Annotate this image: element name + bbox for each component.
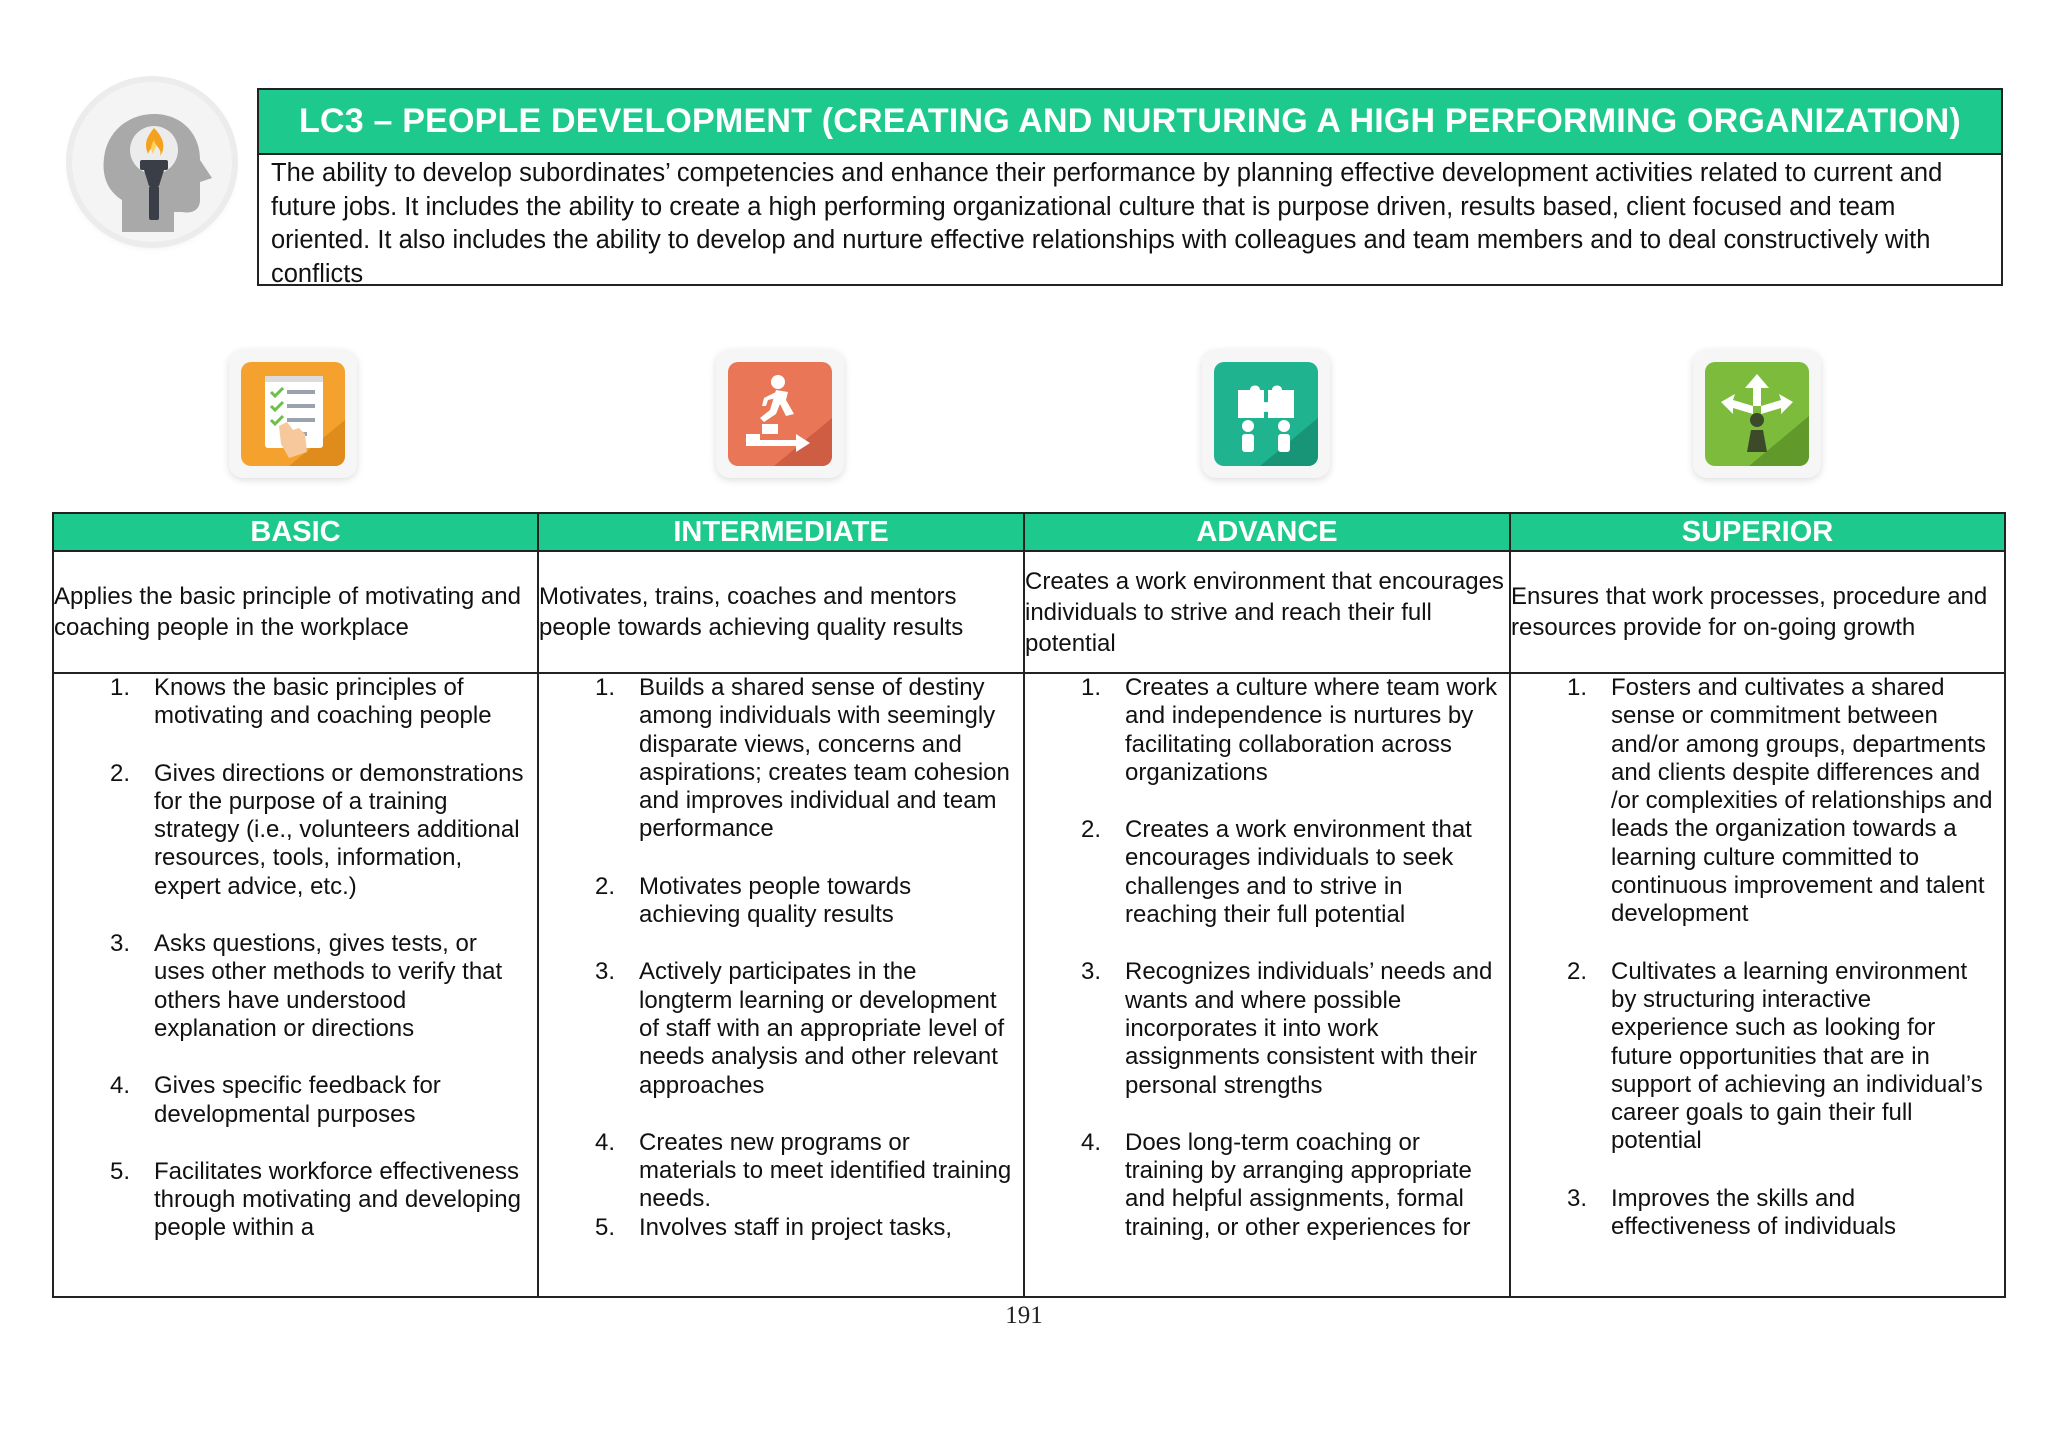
item-number: 3. — [1081, 958, 1102, 986]
behavior-list-advance — [1025, 674, 1509, 1242]
head-torch-icon — [72, 82, 232, 242]
item-text: Improves the skills and effectiveness of individuals — [1611, 1184, 1897, 1241]
item-number: 4. — [110, 1072, 131, 1100]
list-item — [54, 1158, 537, 1243]
list-item — [539, 1214, 1023, 1242]
levels-header-row — [53, 513, 2005, 551]
level-details-basic — [53, 673, 538, 1297]
level-heading-intermediate: INTERMEDIATE — [538, 513, 1024, 551]
item-text: Facilitates workforce effectiveness through motivating and developing people within a — [154, 1157, 521, 1242]
level-details-intermediate — [538, 673, 1024, 1297]
item-text: Builds a shared sense of destiny among individuals with seemingly disparate views, concerns and aspirations; creates team cohesion and improves individual and team performance — [639, 674, 1010, 843]
item-text: Gives directions or demonstrations for the purpose of a training strategy (i.e., volunteers additional resources, tools, information, expert advice, etc.) — [154, 759, 524, 900]
list-item — [1025, 816, 1509, 929]
item-text: Creates a culture where team work and independence is nurtures by facilitating collaboration across organizations — [1125, 674, 1498, 786]
level-summary-intermediate: Motivates, trains, coaches and mentors people towards achieving quality results — [538, 551, 1024, 673]
level-heading-advance: ADVANCE — [1024, 513, 1510, 551]
item-number: 3. — [595, 958, 616, 986]
item-number: 3. — [1567, 1184, 1588, 1212]
item-number: 1. — [1567, 674, 1588, 701]
item-text: Fosters and cultivates a shared sense or commitment between and/or among groups, departments and clients despite differences and /or complexities of relationships and leads the organization towards a learning culture committed to continuous improvement and talent development — [1611, 674, 1993, 928]
item-number: 4. — [595, 1128, 616, 1156]
levels-details-row — [53, 673, 2005, 1297]
crossroads-arrows-icon — [1703, 360, 1811, 468]
item-text: Creates a work environment that encourages individuals to seek challenges and to strive in reaching their full potential — [1125, 816, 1472, 929]
item-text: Does long-term coaching or training by arranging appropriate and helpful assignments, formal training, or other experiences for — [1125, 1128, 1472, 1241]
item-number: 5. — [110, 1157, 131, 1185]
item-number: 3. — [110, 930, 131, 958]
behavior-list-intermediate — [539, 674, 1023, 1242]
item-text: Asks questions, gives tests, or uses other methods to verify that others have understood explanation or directions — [154, 930, 503, 1042]
puzzle-team-icon — [1212, 360, 1320, 468]
item-text: Actively participates in the longterm learning or development of staff with an appropriate level of needs analysis and other relevant approaches — [639, 958, 1005, 1099]
item-text: Knows the basic principles of motivating and coaching people — [154, 674, 492, 730]
level-summary-superior: Ensures that work processes, procedure and resources provide for on-going growth — [1510, 551, 2005, 673]
list-item — [539, 873, 1023, 930]
level-heading-basic: BASIC — [53, 513, 538, 551]
list-item — [1025, 674, 1509, 787]
list-item — [1025, 958, 1509, 1099]
advance-level-icon — [1202, 350, 1330, 478]
item-number: 2. — [110, 759, 131, 787]
page-number: 191 — [1005, 1302, 1043, 1329]
competency-description: The ability to develop subordinates’ competencies and enhance their performance by planning effective development activities related to current and future jobs. It includes the ability to create a high performing organizational culture that is purpose driven, results based, client focused and team oriented. It also includes the ability to develop and nurture effective relationships with colleagues and team members and to deal constructively with conflicts — [271, 159, 1943, 288]
item-number: 5. — [595, 1213, 616, 1241]
item-text: Gives specific feedback for developmental purposes — [154, 1072, 441, 1128]
checklist-hand-icon — [239, 360, 347, 468]
item-text: Involves staff in project tasks, — [639, 1213, 953, 1241]
list-item — [1025, 1129, 1509, 1242]
list-item — [539, 1129, 1023, 1214]
competency-title: LC3 – PEOPLE DEVELOPMENT (CREATING AND NURTURING A HIGH PERFORMING ORGANIZATION) — [259, 90, 2001, 155]
intermediate-level-icon — [716, 350, 844, 478]
item-text: Creates new programs or materials to meet identified training needs. — [639, 1128, 1012, 1213]
level-summary-advance: Creates a work environment that encourages individuals to strive and reach their full potential — [1024, 551, 1510, 673]
behavior-list-basic — [54, 674, 537, 1243]
list-item — [54, 674, 537, 731]
person-climbing-stairs-icon — [726, 360, 834, 468]
item-number: 1. — [1081, 674, 1102, 701]
list-item — [1511, 674, 2004, 929]
basic-level-icon — [229, 350, 357, 478]
item-text: Cultivates a learning environment by structuring interactive experience such as looking for future opportunities that are in support of achieving an individual’s career goals to gain their full potential — [1611, 957, 1983, 1155]
behavior-list-superior — [1511, 674, 2004, 1241]
list-item — [539, 674, 1023, 844]
list-item — [54, 930, 537, 1043]
competency-levels-table — [52, 512, 2006, 1298]
item-number: 4. — [1081, 1128, 1102, 1156]
level-heading-superior: SUPERIOR — [1510, 513, 2005, 551]
item-number: 1. — [595, 674, 616, 701]
level-details-superior — [1510, 673, 2005, 1297]
list-item — [539, 958, 1023, 1099]
level-summary-basic: Applies the basic principle of motivating and coaching people in the workplace — [53, 551, 538, 673]
item-text: Recognizes individuals’ needs and wants and where possible incorporates it into work assignments consistent with their personal strengths — [1125, 958, 1493, 1099]
list-item — [1511, 1185, 2004, 1242]
item-number: 2. — [595, 872, 616, 900]
item-number: 1. — [110, 674, 131, 701]
item-number: 2. — [1567, 957, 1588, 985]
competency-header — [257, 88, 2003, 286]
list-item — [54, 760, 537, 901]
levels-summary-row — [53, 551, 2005, 673]
superior-level-icon — [1693, 350, 1821, 478]
item-number: 2. — [1081, 816, 1102, 844]
list-item — [1511, 958, 2004, 1156]
list-item — [54, 1072, 537, 1129]
head-torch-logo — [72, 82, 232, 242]
item-text: Motivates people towards achieving quality results — [639, 872, 912, 929]
level-details-advance — [1024, 673, 1510, 1297]
